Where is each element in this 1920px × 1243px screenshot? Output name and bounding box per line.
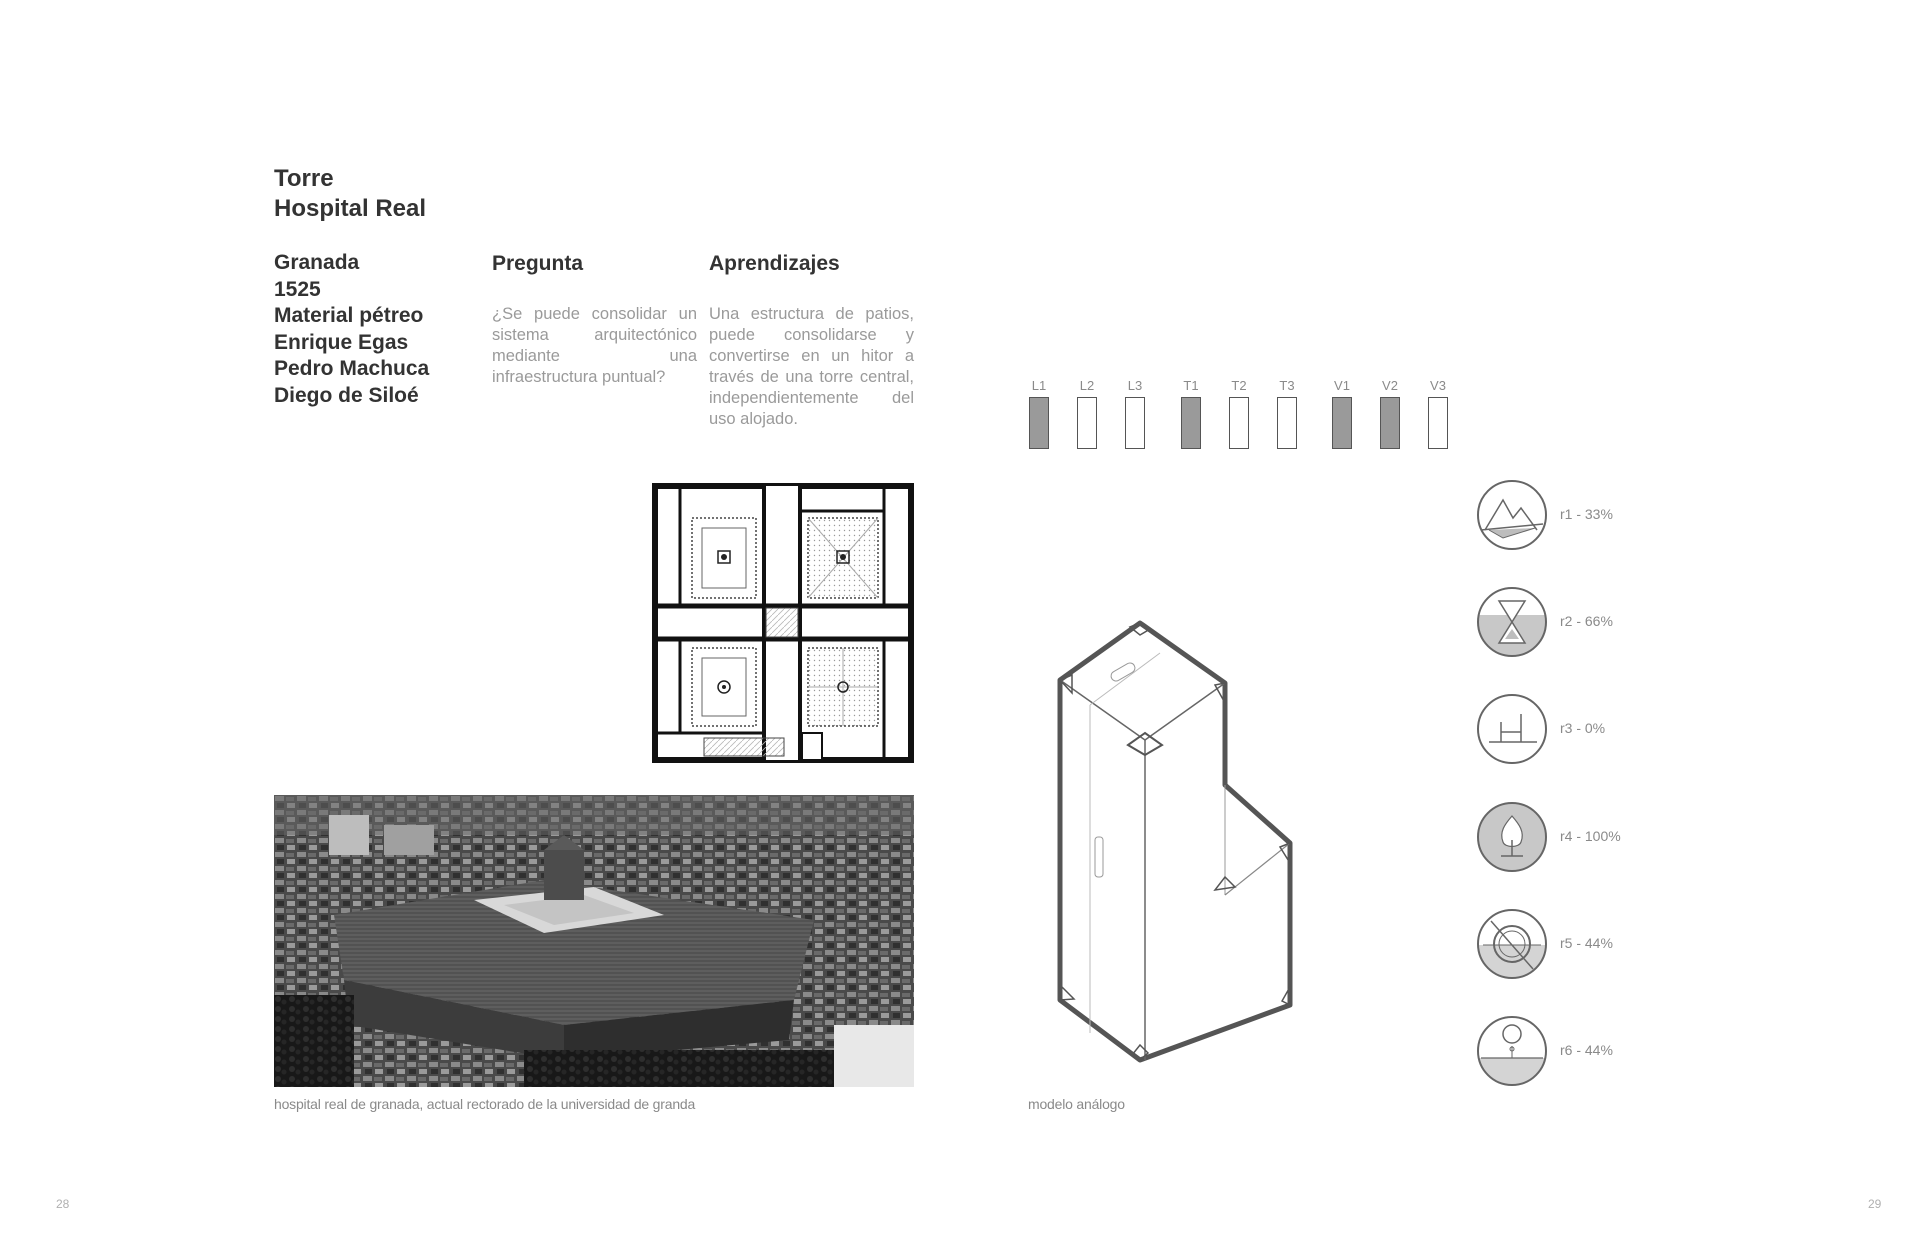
bar-label-t2: T2 bbox=[1231, 378, 1247, 393]
pregunta-text: ¿Se puede consolidar un sistema arquitectónico mediante una infraestructura puntual? bbox=[492, 305, 697, 386]
aprendizajes-heading: Aprendizajes bbox=[709, 252, 840, 275]
bar-label-v1: V1 bbox=[1334, 378, 1350, 393]
fact-city: Granada bbox=[274, 251, 360, 274]
bar-label-t3: T3 bbox=[1279, 378, 1295, 393]
page-number-right: 29 bbox=[1868, 1197, 1882, 1211]
project-title bbox=[274, 164, 426, 224]
title-line-2: Hospital Real bbox=[274, 195, 427, 222]
bar-label-l1: L1 bbox=[1031, 378, 1047, 393]
bar-v1 bbox=[1332, 397, 1352, 449]
classification-bars bbox=[1025, 378, 1455, 458]
bar-t1 bbox=[1181, 397, 1201, 449]
fact-architect-3: Diego de Siloé bbox=[274, 383, 419, 407]
fact-year: 1525 bbox=[274, 277, 321, 301]
fact-architect-2: Pedro Machuca bbox=[274, 357, 430, 380]
ratio-r4: r4 - 100% bbox=[1560, 828, 1621, 844]
project-facts bbox=[274, 250, 429, 409]
bar-label-v3: V3 bbox=[1430, 378, 1446, 393]
bar-t3 bbox=[1277, 397, 1297, 449]
fact-material: Material pétreo bbox=[274, 304, 424, 327]
sun-icon bbox=[1475, 1014, 1549, 1088]
model-caption: modelo análogo bbox=[1028, 1096, 1125, 1112]
bar-l3 bbox=[1125, 397, 1145, 449]
ratio-r2: r2 - 66% bbox=[1560, 613, 1613, 629]
ratio-r5: r5 - 44% bbox=[1560, 935, 1613, 951]
page-number-left: 28 bbox=[56, 1197, 70, 1211]
bar-l1 bbox=[1029, 397, 1049, 449]
ring-icon bbox=[1475, 907, 1549, 981]
bar-label-v2: V2 bbox=[1382, 378, 1398, 393]
tree-icon bbox=[1475, 800, 1549, 874]
aprendizajes-text: Una estructura de patios, puede consolidarse y convertirse en un hitor a través de una torre central, independientemente del uso alojado. bbox=[709, 305, 914, 428]
bar-v3 bbox=[1428, 397, 1448, 449]
bar-t2 bbox=[1229, 397, 1249, 449]
bar-label-l2: L2 bbox=[1079, 378, 1095, 393]
hourglass-icon bbox=[1475, 585, 1549, 659]
aerial-photo bbox=[274, 795, 914, 1087]
pregunta-heading: Pregunta bbox=[492, 252, 584, 275]
photo-caption: hospital real de granada, actual rectorado de la universidad de granda bbox=[274, 1096, 696, 1112]
bar-v2 bbox=[1380, 397, 1400, 449]
title-line-1: Torre bbox=[274, 165, 334, 192]
ratio-r1: r1 - 33% bbox=[1560, 506, 1613, 522]
bar-label-l3: L3 bbox=[1127, 378, 1143, 393]
bar-label-t1: T1 bbox=[1183, 378, 1199, 393]
mountains-icon bbox=[1475, 478, 1549, 552]
fact-architect-1: Enrique Egas bbox=[274, 330, 409, 354]
analog-model bbox=[1050, 615, 1320, 1075]
chair-icon bbox=[1475, 692, 1549, 766]
floor-plan bbox=[652, 483, 914, 763]
ratio-r6: r6 - 44% bbox=[1560, 1042, 1613, 1058]
bar-l2 bbox=[1077, 397, 1097, 449]
ratio-r3: r3 - 0% bbox=[1560, 720, 1606, 736]
